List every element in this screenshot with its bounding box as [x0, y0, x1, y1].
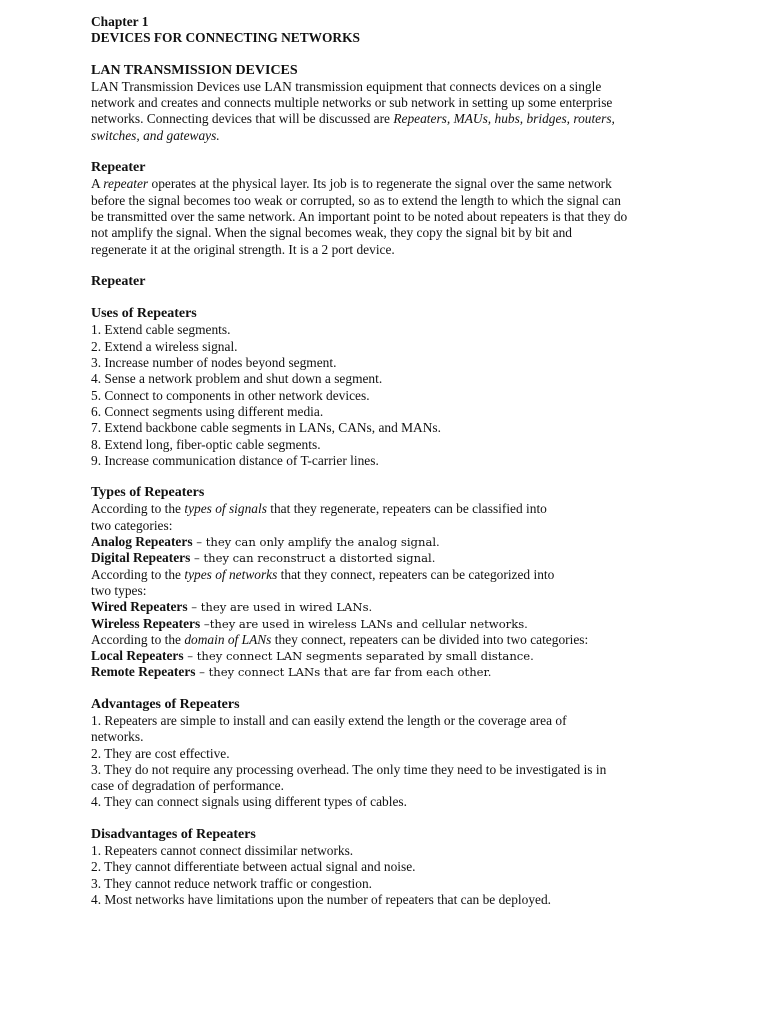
- list-item: 8. Extend long, fiber-optic cable segments.: [91, 436, 321, 452]
- local-repeaters: Local Repeaters – they connect LAN segments separated by small distance.: [91, 648, 534, 664]
- advantages-heading: Advantages of Repeaters: [91, 696, 240, 712]
- repeater-paragraph: A repeater operates at the physical layer. Its job is to regenerate the signal over the same network before the signal becomes too weak or corrupted, so as to extend the length to which the signal can be transmitted over the same network. An important point to be noted about repeaters is that they do not amplify the signal. When the signal becomes weak, they copy the signal bit by bit and regenerate it at the original strength. It is a 2 port device.: [91, 176, 628, 257]
- types-heading: Types of Repeaters: [91, 485, 205, 501]
- document-page: [91, 14, 731, 908]
- list-item: 4. Most networks have limitations upon the number of repeaters that can be deployed.: [91, 891, 551, 907]
- lan-intro: LAN Transmission Devices use LAN transmission equipment that connects devices on a single network and creates and connects multiple networks or sub network in setting up some enterprise networks. Connecting devices that will be discussed are Repeaters, MAUs, hubs, bridges, routers, switches, and gateways.: [91, 78, 615, 143]
- list-item: 3. They do not require any processing overhead. The only time they need to be investigated is in case of degradation of performance.: [91, 761, 607, 794]
- wireless-repeaters: Wireless Repeaters –they are used in wireless LANs and cellular networks.: [91, 615, 528, 631]
- list-item: 2. They are cost effective.: [91, 745, 230, 761]
- device-list: Repeaters, MAUs, hubs, bridges, routers, switches, and gateways.: [91, 111, 615, 143]
- disadvantages-heading: Disadvantages of Repeaters: [91, 826, 256, 842]
- repeater-heading: Repeater: [91, 160, 146, 176]
- repeater-heading-2: Repeater: [91, 273, 146, 289]
- types-signals-intro: According to the types of signals that they regenerate, repeaters can be classified into two categories:: [91, 501, 547, 533]
- remote-repeaters: Remote Repeaters – they connect LANs that are far from each other.: [91, 664, 492, 680]
- list-item: 4. They can connect signals using different types of cables.: [91, 794, 407, 810]
- list-item: 1. Extend cable segments.: [91, 322, 231, 338]
- advantages-list: [91, 713, 616, 811]
- types-domain-intro: According to the domain of LANs they connect, repeaters can be divided into two categories:: [91, 631, 589, 647]
- list-item: 7. Extend backbone cable segments in LANs, CANs, and MANs.: [91, 420, 441, 436]
- list-item: 3. Increase number of nodes beyond segment.: [91, 355, 337, 371]
- uses-list: [91, 322, 731, 469]
- list-item: 4. Sense a network problem and shut down a segment.: [91, 371, 383, 387]
- chapter-label: Chapter 1: [91, 14, 149, 29]
- list-item: 1. Repeaters are simple to install and can easily extend the length or the coverage area of networks.: [91, 712, 567, 745]
- lan-heading: LAN TRANSMISSION DEVICES: [91, 62, 298, 78]
- types-networks-intro: According to the types of networks that they connect, repeaters can be categorized into two types:: [91, 566, 555, 598]
- list-item: 1. Repeaters cannot connect dissimilar networks.: [91, 843, 354, 859]
- analog-repeaters: Analog Repeaters – they can only amplify the analog signal.: [91, 534, 440, 550]
- list-item: 3. They cannot reduce network traffic or congestion.: [91, 875, 372, 891]
- disadvantages-list: [91, 843, 601, 908]
- list-item: 5. Connect to components in other network devices.: [91, 387, 370, 403]
- list-item: 6. Connect segments using different media.: [91, 403, 324, 419]
- wired-repeaters: Wired Repeaters – they are used in wired LANs.: [91, 599, 373, 615]
- chapter-title: DEVICES FOR CONNECTING NETWORKS: [91, 30, 360, 46]
- list-item: 2. Extend a wireless signal.: [91, 338, 238, 354]
- list-item: 9. Increase communication distance of T-carrier lines.: [91, 452, 379, 468]
- list-item: 2. They cannot differentiate between actual signal and noise.: [91, 859, 416, 875]
- uses-heading: Uses of Repeaters: [91, 306, 197, 322]
- digital-repeaters: Digital Repeaters – they can reconstruct a distorted signal.: [91, 550, 436, 566]
